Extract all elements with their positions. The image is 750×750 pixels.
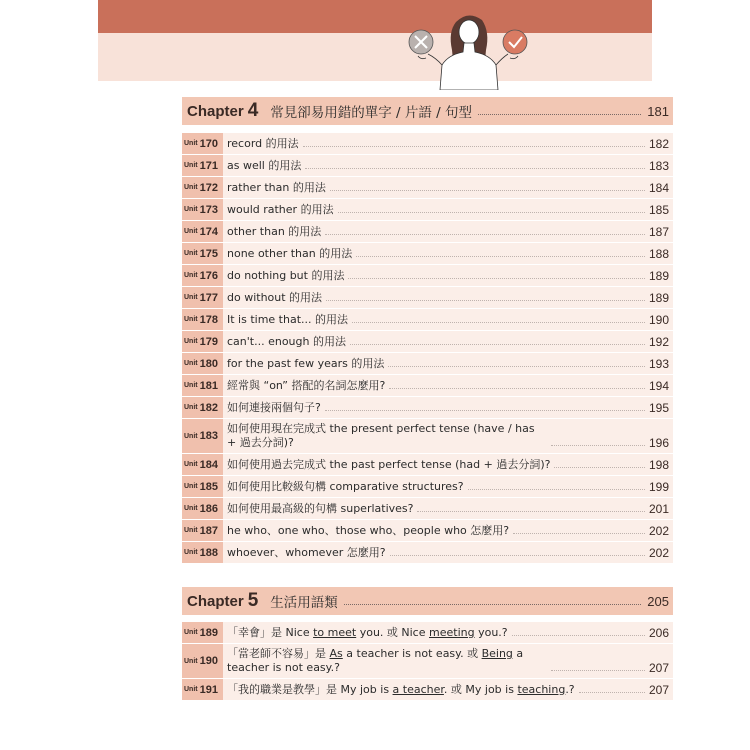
leader-dots: [468, 489, 645, 490]
top-color-band: [98, 0, 652, 33]
page-number: 182: [648, 137, 669, 151]
toc-entry: [223, 520, 673, 541]
toc-row[interactable]: [182, 644, 673, 678]
unit-number: 184: [199, 458, 218, 471]
page-number: 202: [648, 524, 669, 538]
toc-entry: [223, 679, 673, 700]
entry-title: do without 的用法: [227, 291, 323, 304]
page-number: 196: [648, 436, 669, 450]
unit-number: 190: [199, 655, 218, 667]
unit-number: 171: [199, 159, 218, 172]
entry-title: 如何使用現在完成式 the present perfect tense (have / has + 過去分詞)?: [227, 422, 535, 449]
entry-title: would rather 的用法: [227, 203, 334, 216]
unit-label: [182, 397, 223, 418]
toc-entry: [223, 454, 673, 475]
leader-dots: [344, 604, 642, 605]
unit-word: Unit: [184, 527, 198, 534]
toc-row[interactable]: [182, 331, 673, 352]
leader-dots: [305, 168, 645, 169]
entry-title: whoever、whomever 怎麼用?: [227, 546, 386, 559]
toc-entry: [223, 155, 673, 176]
entry-title: record 的用法: [227, 137, 299, 150]
book-page: [98, 0, 669, 750]
unit-number: 175: [199, 247, 218, 260]
toc-row[interactable]: [182, 243, 673, 264]
entry-title: It is time that... 的用法: [227, 313, 349, 326]
toc-row[interactable]: [182, 498, 673, 519]
chapter-word: Chapter: [187, 102, 244, 120]
toc-entry: [223, 397, 673, 418]
page-number: 199: [648, 480, 669, 494]
unit-word: Unit: [184, 140, 198, 147]
chapter-number: 4: [247, 100, 259, 121]
toc-row[interactable]: [182, 397, 673, 418]
chapter-5-header[interactable]: [182, 587, 673, 615]
entry-title: other than 的用法: [227, 225, 322, 238]
toc-row[interactable]: [182, 454, 673, 475]
page-number: 185: [648, 203, 669, 217]
toc-entry: [223, 644, 673, 678]
unit-word: Unit: [184, 483, 198, 490]
entry-title: 如何連接兩個句子?: [227, 401, 321, 414]
unit-word: Unit: [184, 432, 198, 440]
chapter-page-number: 205: [647, 593, 669, 609]
leader-dots: [554, 467, 645, 468]
leader-dots: [551, 670, 645, 671]
toc-row[interactable]: [182, 309, 673, 330]
unit-word: Unit: [184, 549, 198, 556]
unit-number: 173: [199, 203, 218, 216]
toc-row[interactable]: [182, 133, 673, 154]
unit-label: [182, 542, 223, 563]
unit-number: 181: [199, 379, 218, 392]
check-circle-icon: [503, 30, 527, 54]
unit-word: Unit: [184, 461, 198, 468]
unit-label: [182, 644, 223, 678]
unit-number: 191: [199, 683, 218, 696]
unit-number: 182: [199, 401, 218, 414]
leader-dots: [348, 278, 645, 279]
page-number: 201: [648, 502, 669, 516]
entry-text-part: .?: [565, 683, 575, 696]
unit-number: 177: [199, 291, 218, 304]
unit-label: [182, 133, 223, 154]
unit-number: 179: [199, 335, 218, 348]
unit-number: 172: [199, 181, 218, 194]
unit-label: [182, 679, 223, 700]
entry-title: he who、one who、those who、people who 怎麼用?: [227, 524, 510, 537]
unit-number: 188: [199, 546, 218, 559]
entry-text-part: . 或 My job is: [443, 683, 518, 696]
underlined-phrase: As: [329, 647, 343, 660]
toc-row[interactable]: [182, 476, 673, 497]
unit-word: Unit: [184, 404, 198, 411]
toc-entry: [223, 498, 673, 519]
page-number: 183: [648, 159, 669, 173]
unit-number: 174: [199, 225, 218, 238]
entry-title: 如何使用最高級的句構 superlatives?: [227, 502, 414, 515]
entry-title: do nothing but 的用法: [227, 269, 345, 282]
toc-entry: [223, 622, 673, 643]
toc-row[interactable]: [182, 679, 673, 700]
unit-word: Unit: [184, 184, 198, 191]
page-number: 189: [648, 269, 669, 283]
unit-label: [182, 265, 223, 286]
leader-dots: [303, 146, 645, 147]
toc-row[interactable]: [182, 221, 673, 242]
leader-dots: [417, 511, 644, 512]
underlined-phrase: Being: [481, 647, 513, 660]
unit-label: [182, 331, 223, 352]
leader-dots: [579, 692, 645, 693]
page-number: 192: [648, 335, 669, 349]
toc-row[interactable]: [182, 177, 673, 198]
unit-label: [182, 353, 223, 374]
unit-label: [182, 155, 223, 176]
toc-entry: [223, 133, 673, 154]
unit-label: [182, 454, 223, 475]
toc-entry: [223, 375, 673, 396]
unit-number: 187: [199, 524, 218, 537]
unit-number: 189: [199, 626, 218, 639]
unit-label: [182, 177, 223, 198]
entry-title: as well 的用法: [227, 159, 302, 172]
unit-word: Unit: [184, 316, 198, 323]
leader-dots: [513, 533, 645, 534]
chapter-number: 5: [247, 590, 259, 611]
entry-title: [227, 683, 575, 697]
toc-row[interactable]: [182, 375, 673, 396]
leader-dots: [478, 114, 641, 115]
leader-dots: [325, 410, 645, 411]
unit-number: 183: [199, 430, 218, 442]
toc-row[interactable]: [182, 419, 673, 453]
leader-dots: [356, 256, 645, 257]
unit-number: 170: [199, 137, 218, 150]
leader-dots: [326, 300, 645, 301]
entry-text-part: you. 或 Nice: [356, 626, 429, 639]
woman-illustration: [398, 10, 548, 90]
entry-title: none other than 的用法: [227, 247, 353, 260]
toc-entry: [223, 287, 673, 308]
underlined-phrase: meeting: [429, 626, 475, 639]
unit-word: Unit: [184, 657, 198, 665]
unit-label: [182, 199, 223, 220]
entry-text-part: 「當老師不容易」是: [227, 647, 330, 660]
unit-label: [182, 375, 223, 396]
unit-word: Unit: [184, 272, 198, 279]
unit-label: [182, 243, 223, 264]
unit-label: [182, 498, 223, 519]
leader-dots: [350, 344, 645, 345]
leader-dots: [352, 322, 645, 323]
toc-entry: [223, 199, 673, 220]
entry-title: 如何使用比較級句構 comparative structures?: [227, 480, 464, 493]
entry-text-part: 「幸會」是 Nice: [227, 626, 314, 639]
toc-row[interactable]: [182, 155, 673, 176]
unit-word: Unit: [184, 338, 198, 345]
unit-number: 185: [199, 480, 218, 493]
toc-entry: [223, 353, 673, 374]
chapter-page-number: 181: [647, 103, 669, 119]
page-number: 207: [648, 661, 669, 675]
chapter-4-unit-list: [182, 133, 673, 564]
unit-number: 178: [199, 313, 218, 326]
entry-title: rather than 的用法: [227, 181, 326, 194]
toc-entry: [223, 265, 673, 286]
unit-word: Unit: [184, 382, 198, 389]
chapter-title: 常見卻易用錯的單字 / 片語 / 句型: [270, 105, 473, 121]
unit-label: [182, 309, 223, 330]
chapter-title: 生活用語類: [270, 595, 338, 611]
toc-entry: [223, 331, 673, 352]
toc-entry: [223, 177, 673, 198]
toc-row[interactable]: [182, 265, 673, 286]
toc-row[interactable]: [182, 622, 673, 643]
unit-word: Unit: [184, 294, 198, 301]
page-number: 193: [648, 357, 669, 371]
header-pink-band: [98, 33, 652, 81]
page-number: 189: [648, 291, 669, 305]
page-number: 188: [648, 247, 669, 261]
unit-label: [182, 622, 223, 643]
toc-entry: [223, 542, 673, 563]
page-number: 198: [648, 458, 669, 472]
leader-dots: [551, 445, 645, 446]
unit-number: 186: [199, 502, 218, 515]
toc-entry: [223, 243, 673, 264]
unit-word: Unit: [184, 250, 198, 257]
entry-title: for the past few years 的用法: [227, 357, 385, 370]
page-number: 207: [648, 683, 669, 697]
page-number: 195: [648, 401, 669, 415]
leader-dots: [388, 366, 645, 367]
entry-title: 經常與 “on” 搭配的名詞怎麼用?: [227, 379, 386, 392]
unit-number: 180: [199, 357, 218, 370]
unit-label: [182, 476, 223, 497]
entry-text-part: 「我的職業是教學」是 My job is: [227, 683, 393, 696]
toc-entry: [223, 309, 673, 330]
entry-title: 如何使用過去完成式 the past perfect tense (had + 過去分詞)?: [227, 458, 551, 471]
unit-word: Unit: [184, 629, 198, 636]
underlined-phrase: to meet: [313, 626, 357, 639]
leader-dots: [330, 190, 645, 191]
page-number: 206: [648, 626, 669, 640]
page-number: 194: [648, 379, 669, 393]
unit-word: Unit: [184, 360, 198, 367]
toc-row[interactable]: [182, 199, 673, 220]
unit-label: [182, 287, 223, 308]
entry-text-part: a teacher is not easy. 或: [342, 647, 482, 660]
cross-circle-icon: [409, 30, 433, 54]
unit-word: Unit: [184, 162, 198, 169]
leader-dots: [338, 212, 645, 213]
entry-text-part: you.?: [474, 626, 508, 639]
unit-label: [182, 520, 223, 541]
chapter-5-unit-list: [182, 622, 673, 701]
underlined-phrase: teaching: [517, 683, 566, 696]
toc-row[interactable]: [182, 542, 673, 563]
leader-dots: [325, 234, 645, 235]
unit-word: Unit: [184, 228, 198, 235]
unit-number: 176: [199, 269, 218, 282]
entry-title: [227, 626, 508, 640]
entry-title: [227, 647, 547, 675]
toc-entry: [223, 419, 673, 453]
unit-word: Unit: [184, 206, 198, 213]
chapter-word: Chapter: [187, 592, 244, 610]
entry-text-part: a teacher is not easy.?: [227, 647, 524, 674]
toc-entry: [223, 221, 673, 242]
unit-label: [182, 419, 223, 453]
unit-word: Unit: [184, 505, 198, 512]
toc-row[interactable]: [182, 287, 673, 308]
leader-dots: [512, 635, 645, 636]
unit-word: Unit: [184, 686, 198, 693]
page-number: 190: [648, 313, 669, 327]
entry-title: can't... enough 的用法: [227, 335, 346, 348]
unit-label: [182, 221, 223, 242]
leader-dots: [390, 555, 645, 556]
leader-dots: [389, 388, 645, 389]
page-number: 202: [648, 546, 669, 560]
toc-entry: [223, 476, 673, 497]
page-number: 184: [648, 181, 669, 195]
underlined-phrase: a teacher: [392, 683, 444, 696]
toc-row[interactable]: [182, 353, 673, 374]
page-number: 187: [648, 225, 669, 239]
chapter-4-header[interactable]: [182, 97, 673, 125]
toc-row[interactable]: [182, 520, 673, 541]
